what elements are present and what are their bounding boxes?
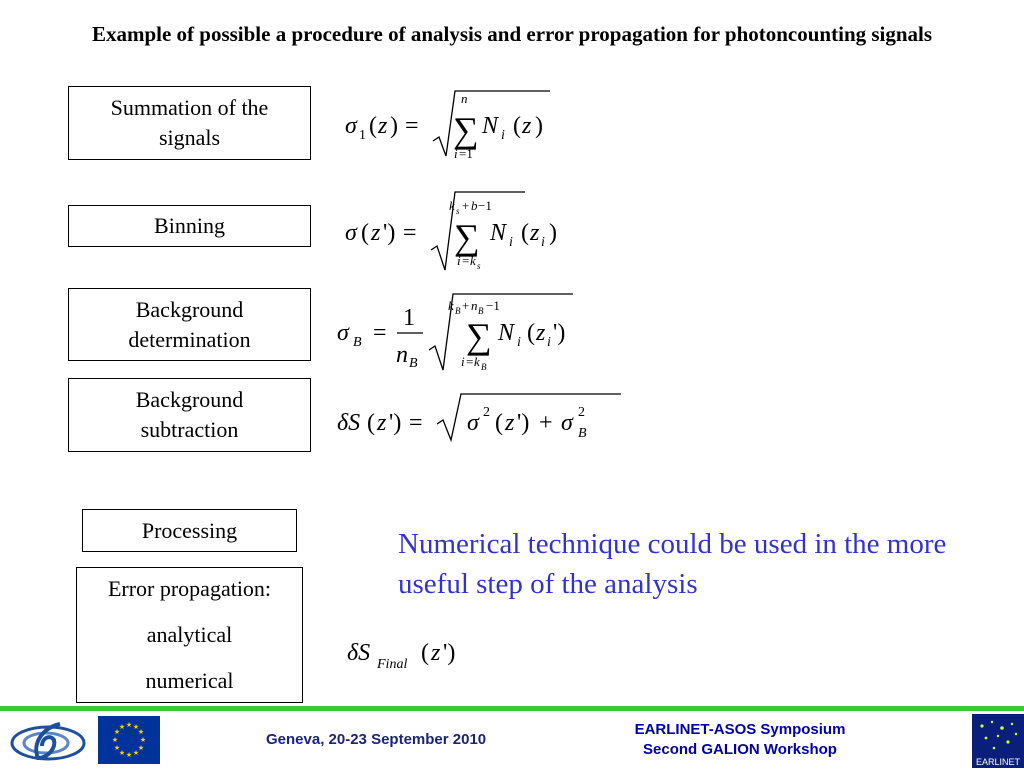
step-summation-label: Summation of the signals bbox=[110, 95, 269, 150]
footer-event-line2: Second GALION Workshop bbox=[643, 741, 837, 758]
page-title: Example of possible a procedure of analysis and error propagation for photoncounting signals bbox=[91, 22, 933, 46]
svg-text:1: 1 bbox=[403, 305, 415, 331]
step-binning-label: Binning bbox=[154, 213, 225, 238]
svg-text:−1: −1 bbox=[478, 198, 492, 213]
footer-event bbox=[600, 720, 880, 760]
svg-text:k: k bbox=[448, 298, 454, 313]
error-propagation-box bbox=[76, 567, 303, 703]
svg-text:'): ') bbox=[443, 640, 456, 666]
svg-text:N: N bbox=[498, 320, 515, 346]
equation-delta-s-final bbox=[347, 628, 487, 683]
svg-text:k: k bbox=[474, 354, 480, 369]
svg-text:★: ★ bbox=[125, 751, 133, 759]
svg-text:Final: Final bbox=[377, 657, 408, 672]
svg-text:z: z bbox=[505, 410, 515, 436]
step-background-determination-label: Background determination bbox=[128, 296, 251, 352]
svg-text:1: 1 bbox=[359, 128, 366, 143]
svg-text:i: i bbox=[541, 235, 545, 250]
footer-location-date: Geneva, 20-23 September 2010 bbox=[266, 731, 487, 748]
svg-text:σ: σ bbox=[337, 320, 349, 346]
svg-text:★: ★ bbox=[113, 728, 121, 736]
svg-text:★: ★ bbox=[139, 736, 147, 744]
svg-text:=: = bbox=[409, 410, 423, 436]
svg-text:−1: −1 bbox=[486, 298, 500, 313]
numerical-technique-note: Numerical technique could be used in the more useful step of the analysis bbox=[398, 528, 947, 600]
svg-text:(: ( bbox=[513, 113, 521, 139]
svg-text:(: ( bbox=[421, 640, 429, 666]
svg-text:+: + bbox=[539, 410, 553, 436]
svg-text:'): ') bbox=[553, 320, 566, 346]
svg-text:N: N bbox=[490, 220, 507, 246]
svg-text:★: ★ bbox=[137, 728, 145, 736]
svg-text:σ: σ bbox=[561, 410, 573, 436]
svg-text:=1: =1 bbox=[459, 146, 473, 161]
error-propagation-numerical: numerical bbox=[145, 668, 234, 693]
svg-text:i: i bbox=[509, 235, 513, 250]
svg-text:B: B bbox=[478, 306, 484, 316]
error-propagation-heading: Error propagation: bbox=[107, 576, 272, 601]
svg-text:(: ( bbox=[527, 320, 535, 346]
svg-text:∑: ∑ bbox=[466, 316, 492, 356]
svg-text:2: 2 bbox=[483, 405, 490, 420]
svg-text:z: z bbox=[522, 113, 532, 139]
svg-text:★: ★ bbox=[132, 723, 140, 731]
svg-text:i: i bbox=[517, 335, 521, 350]
svg-text:B: B bbox=[455, 306, 461, 316]
svg-text:=: = bbox=[405, 113, 419, 139]
svg-text:N: N bbox=[482, 113, 499, 139]
svg-text:B: B bbox=[578, 426, 587, 441]
svg-text:'): ') bbox=[389, 410, 402, 436]
svg-text:★: ★ bbox=[113, 744, 121, 752]
step-background-determination-box bbox=[68, 288, 311, 361]
equation-sigma-background bbox=[337, 290, 587, 385]
svg-text:z: z bbox=[377, 410, 387, 436]
svg-text:n: n bbox=[396, 342, 408, 368]
svg-text:): ) bbox=[549, 220, 557, 246]
earlinet-logo-caption: EARLINET bbox=[975, 757, 1021, 767]
svg-text:i: i bbox=[547, 335, 551, 350]
svg-text:=: = bbox=[373, 320, 387, 346]
svg-text:k: k bbox=[449, 198, 455, 213]
svg-text:): ) bbox=[390, 113, 398, 139]
svg-text:k: k bbox=[470, 253, 476, 268]
svg-text:n: n bbox=[461, 91, 468, 106]
svg-text:(: ( bbox=[521, 220, 529, 246]
svg-text:σ: σ bbox=[345, 220, 357, 246]
svg-text:z: z bbox=[378, 113, 388, 139]
svg-text:z: z bbox=[371, 220, 381, 246]
svg-text:σ: σ bbox=[345, 113, 357, 139]
svg-text:s: s bbox=[456, 206, 460, 216]
svg-text:∑: ∑ bbox=[453, 110, 479, 150]
svg-text:z: z bbox=[431, 640, 441, 666]
svg-text:(: ( bbox=[367, 410, 375, 436]
svg-text:δS: δS bbox=[347, 640, 371, 666]
equation-sigma1 bbox=[345, 86, 565, 171]
svg-text:s: s bbox=[477, 261, 481, 271]
svg-text:i: i bbox=[501, 128, 505, 143]
svg-text:z: z bbox=[530, 220, 540, 246]
svg-text:(: ( bbox=[361, 220, 369, 246]
svg-text:★: ★ bbox=[118, 749, 126, 757]
svg-text:σ: σ bbox=[467, 410, 479, 436]
svg-text:B: B bbox=[409, 356, 418, 371]
svg-text:'): ') bbox=[383, 220, 396, 246]
svg-text:B: B bbox=[481, 362, 487, 372]
svg-text:B: B bbox=[353, 335, 362, 350]
step-summation-box bbox=[68, 86, 311, 160]
svg-text:(: ( bbox=[369, 113, 377, 139]
step-background-subtraction-label: Background subtraction bbox=[135, 387, 244, 442]
svg-text:★: ★ bbox=[137, 744, 145, 752]
step-processing-label: Processing bbox=[141, 517, 238, 543]
sixth-framework-programme-logo bbox=[8, 718, 88, 769]
error-propagation-analytical: analytical bbox=[146, 622, 233, 647]
step-binning-box bbox=[68, 205, 311, 247]
footer-divider bbox=[0, 706, 1024, 711]
svg-text:+: + bbox=[462, 198, 470, 213]
footer-event-line1: EARLINET-ASOS Symposium bbox=[634, 721, 846, 738]
svg-text:b: b bbox=[471, 198, 478, 213]
equation-sigma-binned bbox=[345, 188, 585, 283]
svg-text:∑: ∑ bbox=[454, 217, 480, 257]
svg-text:2: 2 bbox=[578, 405, 585, 420]
svg-text:(: ( bbox=[495, 410, 503, 436]
earlinet-logo bbox=[972, 714, 1024, 773]
svg-text:i: i bbox=[461, 354, 465, 369]
svg-text:=: = bbox=[403, 220, 417, 246]
equation-delta-s bbox=[337, 390, 637, 455]
eu-flag-icon bbox=[98, 716, 160, 769]
svg-text:i: i bbox=[454, 146, 458, 161]
svg-text:★: ★ bbox=[125, 721, 133, 729]
svg-text:+: + bbox=[462, 298, 470, 313]
svg-text:★: ★ bbox=[111, 736, 119, 744]
svg-text:i: i bbox=[457, 253, 461, 268]
svg-text:): ) bbox=[535, 113, 543, 139]
svg-text:'): ') bbox=[517, 410, 530, 436]
step-processing-box bbox=[82, 509, 297, 552]
svg-text:=: = bbox=[466, 354, 474, 369]
svg-text:z: z bbox=[536, 320, 546, 346]
step-background-subtraction-box bbox=[68, 378, 311, 452]
svg-text:n: n bbox=[471, 298, 478, 313]
svg-text:=: = bbox=[462, 253, 470, 268]
svg-text:★: ★ bbox=[118, 723, 126, 731]
svg-text:δS: δS bbox=[337, 410, 361, 436]
svg-text:★: ★ bbox=[132, 749, 140, 757]
